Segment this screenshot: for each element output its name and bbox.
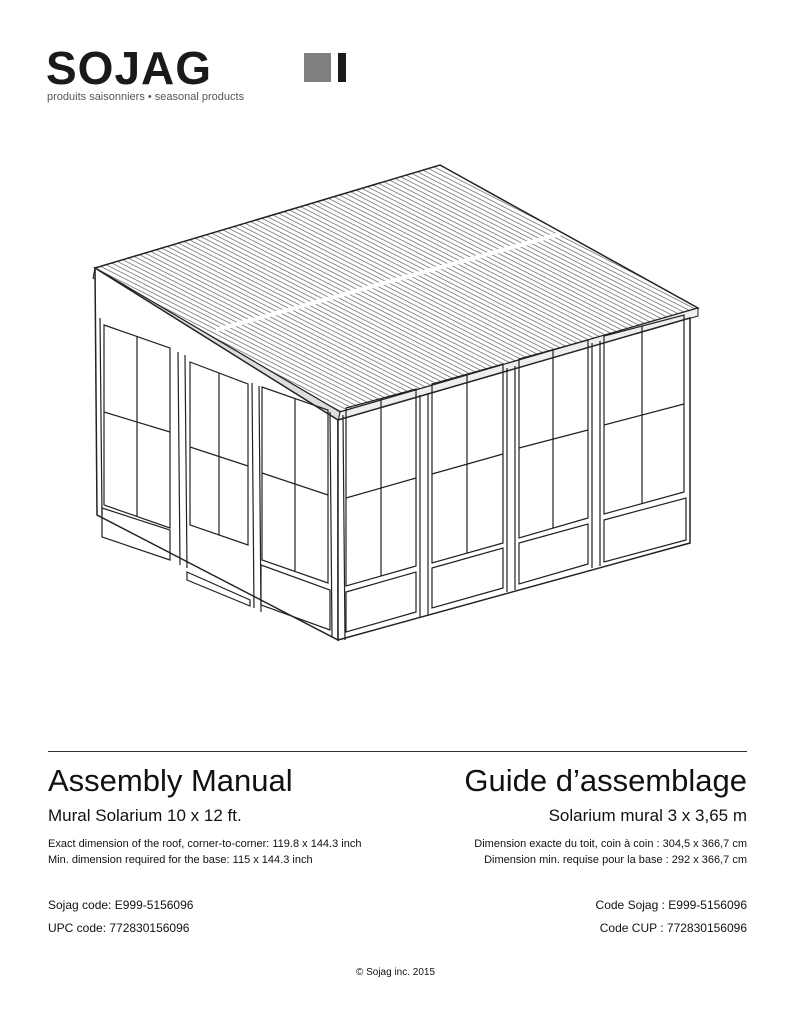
french-upc-code: Code CUP : 772830156096 (599, 921, 747, 935)
english-subtitle: Mural Solarium 10 x 12 ft. (48, 806, 242, 825)
french-title: Guide d’assemblage (464, 763, 747, 798)
french-subtitle: Solarium mural 3 x 3,65 m (548, 806, 747, 825)
logo-bar-icon (338, 53, 346, 82)
french-roof-dimension: Dimension exacte du toit, coin à coin : 304,5 x 366,7 cm (474, 838, 747, 850)
logo-square-icon (304, 53, 331, 82)
copyright-notice: © Sojag inc. 2015 (355, 967, 436, 978)
english-roof-dimension: Exact dimension of the roof, corner-to-corner: 119.8 x 144.3 inch (48, 838, 362, 850)
divider-line (48, 751, 747, 752)
french-sojag-code: Code Sojag : E999-5156096 (595, 898, 747, 912)
english-title: Assembly Manual (48, 763, 293, 798)
sojag-logo (46, 44, 346, 104)
logo-wordmark: SOJAG (46, 42, 213, 94)
english-upc-code: UPC code: 772830156096 (48, 921, 190, 935)
logo-tagline: produits saisonniers • seasonal products (47, 91, 245, 103)
solarium-illustration (80, 150, 720, 660)
french-base-dimension: Dimension min. requise pour la base : 292 x 366,7 cm (484, 854, 747, 866)
english-sojag-code: Sojag code: E999-5156096 (48, 898, 194, 912)
english-base-dimension: Min. dimension required for the base: 115 x 144.3 inch (48, 854, 313, 866)
